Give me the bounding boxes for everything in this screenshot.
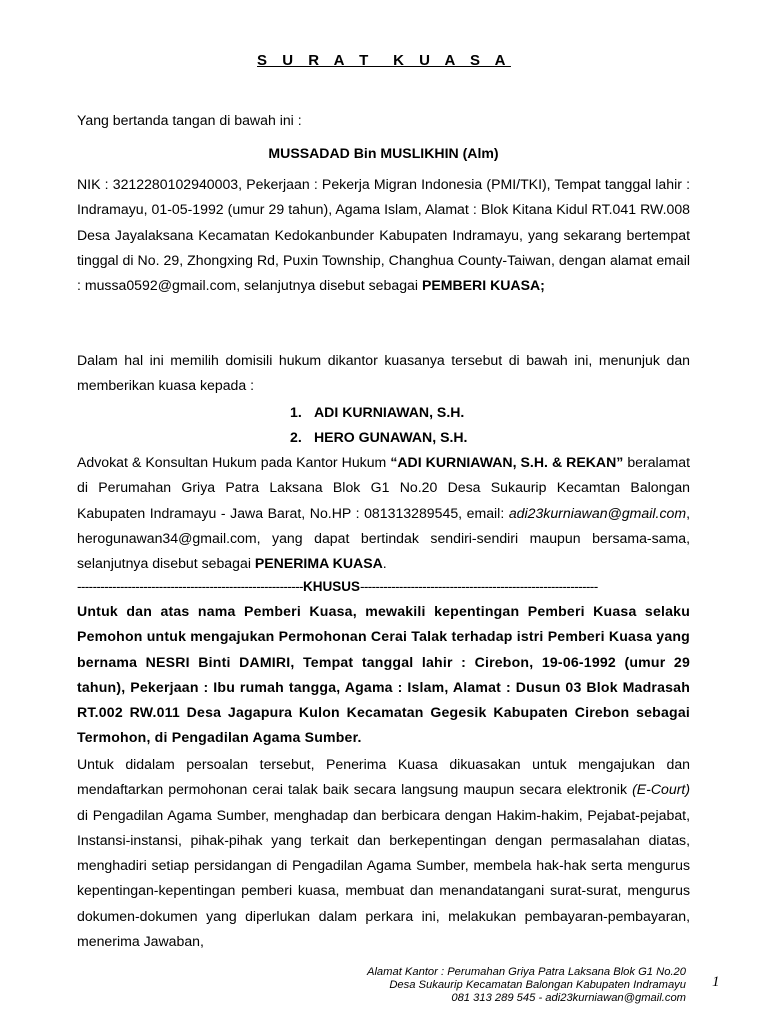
grantor-details [77, 172, 690, 298]
firm-end: . [382, 555, 387, 572]
attorney-list [290, 400, 467, 450]
khusus-label: KHUSUS [302, 579, 360, 594]
ecourt-term: (E-Court) [632, 781, 691, 798]
footer-line: 081 313 289 545 - adi23kurniawan@gmail.com [451, 992, 686, 1004]
firm-prefix: Advokat & Konsultan Hukum pada Kantor Hukum [77, 454, 387, 470]
firm-rest: , herogunawan34@gmail.com, yang dapat bertindak sendiri-sendiri maupun bersama-sama, selanjutnya disebut sebagai [77, 504, 690, 572]
divider-right: ------------------------------------------------------------- [359, 579, 598, 594]
khusus-divider [77, 577, 690, 597]
attorney-name: HERO GUNAWAN, S.H. [314, 429, 468, 445]
authority-paragraph [77, 752, 690, 954]
list-item [290, 400, 467, 425]
authority-part1: Untuk didalam persoalan tersebut, Penerima Kuasa dikuasakan untuk mengajukan dan mendaftarkan permohonan cerai talak baik secara langsung maupun secara elektronik [77, 756, 690, 798]
page-title: S U R A T K U A S A [257, 52, 511, 69]
grantor-role: PEMBERI KUASA; [421, 277, 545, 294]
firm-address: beralamat di Perumahan Griya Patra Laksana Blok G1 No.20 Desa Sukaurip Kecamtan Balongan Kabupaten Indramayu - Jawa Barat, No.HP : 081313289545, email: [77, 454, 691, 521]
attorney-number: 1. [290, 404, 302, 420]
special-purpose-text: Untuk dan atas nama Pemberi Kuasa, mewakili kepentingan Pemberi Kuasa selaku Pemohon untuk mengajukan Permohonan Cerai Talak terhadap istri Pemberi Kuasa yang bernama NESRI Binti DAMIRI, Tempat tanggal lahir : Cirebon, 19-06-1992 (umur 29 tahun), Pekerjaan : Ibu rumah tangga, Agama : Islam, Alamat : Dusun 03 Blok Madrasah RT.002 RW.011 Desa Jagapura Kulon Kecamatan Gegesik Kabupaten Cirebon sebagai Termohon, di Pengadilan Agama Sumber. [77, 603, 690, 746]
attorney-number: 2. [290, 429, 302, 445]
law-firm-paragraph [77, 450, 690, 576]
divider-left: ---------------------------------------------------------- [77, 579, 303, 594]
domicile-text: Dalam hal ini memilih domisili hukum dikantor kuasanya tersebut di bawah ini, menunjuk dan memberikan kuasa kepada : [77, 352, 690, 394]
attorney-name: ADI KURNIAWAN, S.H. [314, 404, 465, 420]
footer-line: Alamat Kantor : Perumahan Griya Patra Laksana Blok G1 No.20 [366, 966, 686, 978]
firm-name: “ADI KURNIAWAN, S.H. & REKAN” [390, 454, 624, 470]
grantor-name-text: MUSSADAD Bin MUSLIKHIN (Alm) [268, 145, 499, 161]
intro-text: Yang bertanda tangan di bawah ini : [77, 112, 302, 128]
list-item [290, 425, 467, 450]
grantor-details-text: NIK : 3212280102940003, Pekerjaan : Pekerja Migran Indonesia (PMI/TKI), Tempat tanggal lahir : Indramayu, 01-05-1992 (umur 29 tahun), Agama Islam, Alamat : Blok Kitana Kidul RT.041 RW.008 Desa Jayalaksana Kecamatan Kedokanbunder Kabupaten Indramayu, yang sekarang bertempat tinggal di No. 29, Zhongxing Rd, Puxin Township, Changhua County-Taiwan, dengan alamat email : mussa0592@gmail.com, selanjutnya disebut sebagai [77, 176, 690, 294]
authority-part2: di Pengadilan Agama Sumber, menghadap dan berbicara dengan Hakim-hakim, Pejabat-pejabat, Instansi-instansi, pihak-pihak yang terkait dan berkepentingan dengan permasalahan diatas, menghadiri setiap persidangan di Pengadilan Agama Sumber, membela hak-hak serta mengurus kepentingan-kepentingan pemberi kuasa, membuat dan menandatangani surat-surat, mengurus dokumen-dokumen yang diperlukan dalam perkara ini, melakukan pembayaran-pembayaran, menerima Jawaban, [77, 806, 690, 950]
firm-email-link[interactable]: adi23kurniawan@gmail.com [508, 504, 687, 521]
office-address-footer [367, 966, 686, 1005]
grantor-name [77, 141, 690, 166]
receiver-role: PENERIMA KUASA [254, 555, 383, 572]
footer-line: Desa Sukaurip Kecamatan Balongan Kabupaten Indramayu [389, 979, 686, 991]
page-number: 1 [712, 974, 720, 990]
